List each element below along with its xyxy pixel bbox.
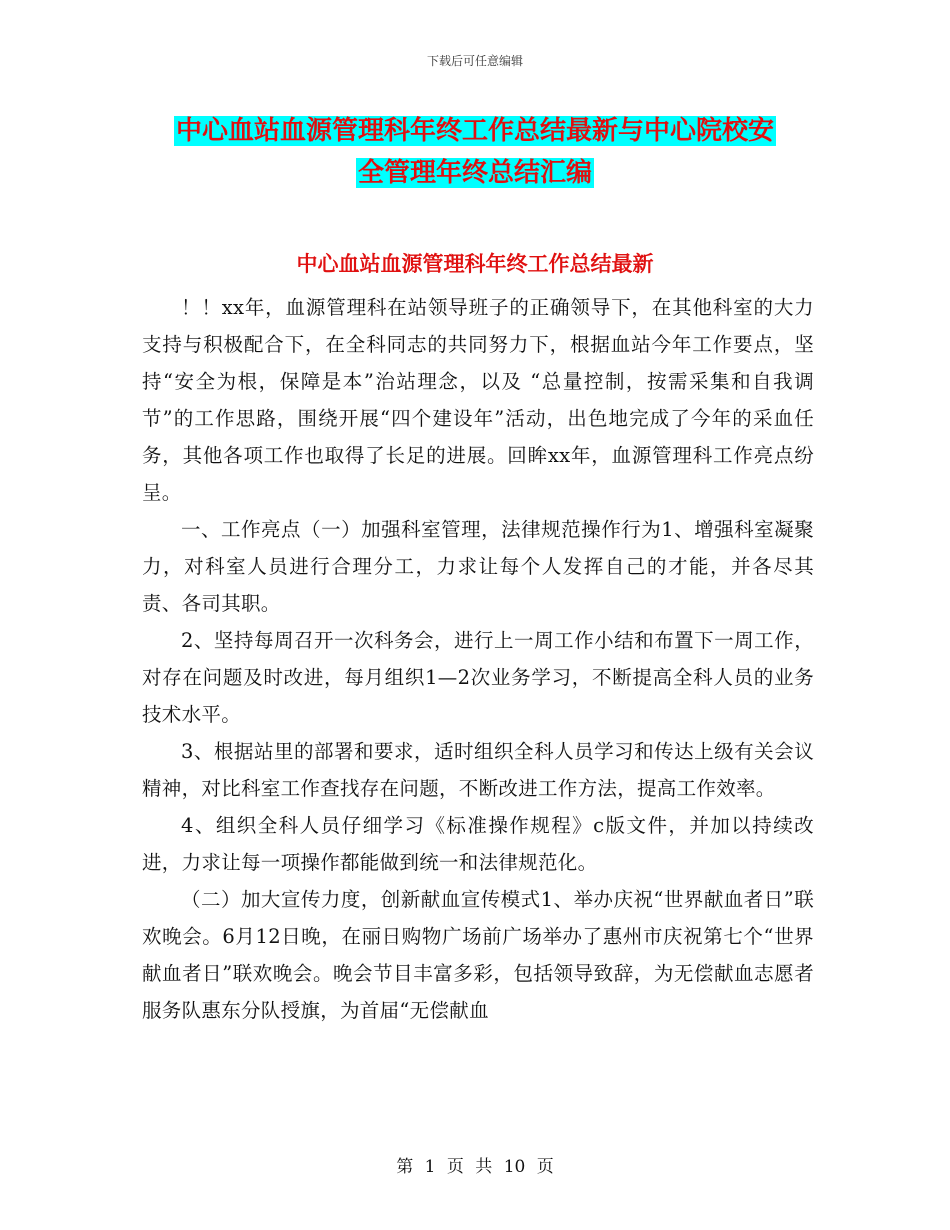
- body-text: [142, 289, 814, 1029]
- document-title-line-2: 全管理年终总结汇编: [357, 158, 592, 188]
- page-number: 第 1 页 共 10 页: [396, 1157, 554, 1177]
- header-note: 下载后可任意编辑: [426, 54, 523, 68]
- paragraph: 2、坚持每周召开一次科务会，进行上一周工作小结和布置下一周工作，对存在问题及时改进，每月组织1—2次业务学习，不断提高全科人员的业务技术水平。: [142, 629, 814, 726]
- document-title-line-1: 中心血站血源管理科年终工作总结最新与中心院校安: [175, 116, 774, 146]
- paragraph: 3、根据站里的部署和要求，适时组织全科人员学习和传达上级有关会议精神，对比科室工作查找存在问题，不断改进工作方法，提高工作效率。: [142, 740, 814, 800]
- paragraph: （二）加大宣传力度，创新献血宣传模式1、举办庆祝“世界献血者日”联欢晚会。6月12日晚，在丽日购物广场前广场举办了惠州市庆祝第七个“世界献血者日”联欢晚会。晚会节目丰富多彩，包括领导致辞，为无偿献血志愿者服务队惠东分队授旗，为首届“无偿献血: [142, 888, 814, 1022]
- paragraph: ！！xx年，血源管理科在站领导班子的正确领导下，在其他科室的大力支持与积极配合下，在全科同志的共同努力下，根据血站今年工作要点，坚持“安全为根，保障是本”治站理念，以及 “总量控制，按需采集和自我调节”的工作思路，围绕开展“四个建设年”活动，出色地完成了今年的采血任务，其他各项工作也取得了长足的进展。回眸xx年，血源管理科工作亮点纷呈。: [142, 296, 814, 504]
- paragraph: 一、工作亮点（一）加强科室管理，法律规范操作行为1、增强科室凝聚力，对科室人员进行合理分工，力求让每个人发挥自己的才能，并各尽其责、各司其职。: [142, 518, 814, 615]
- section-title: 中心血站血源管理科年终工作总结最新: [296, 252, 654, 276]
- paragraph: 4、组织全科人员仔细学习《标准操作规程》c版文件，并加以持续改进，力求让每一项操作都能做到统一和法律规范化。: [142, 814, 814, 874]
- document-title: [120, 110, 830, 194]
